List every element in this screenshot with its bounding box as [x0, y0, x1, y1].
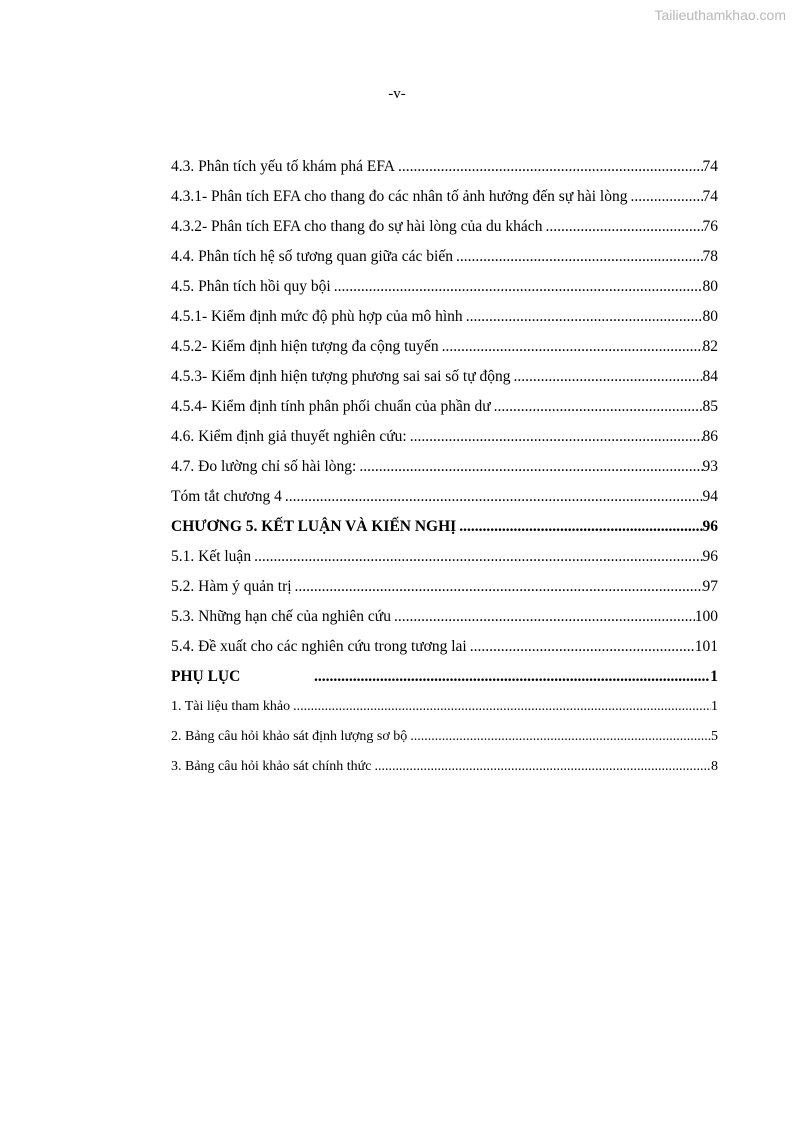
toc-entry-title: 4.5.1- Kiểm định mức độ phù hợp của mô hình [171, 308, 463, 325]
toc-entry-page: 96 [702, 548, 718, 565]
dot-leader [466, 302, 703, 332]
toc-entry-4-5-3[interactable] [171, 362, 718, 392]
dot-leader [374, 752, 711, 782]
toc-entry-title: 5.4. Đề xuất cho các nghiên cứu trong tương lai [171, 638, 467, 655]
toc-entry-page: 78 [702, 248, 718, 265]
dot-leader [494, 392, 703, 422]
toc-entry-page: 82 [702, 338, 718, 355]
toc-entry-4-3[interactable] [171, 152, 718, 182]
dot-leader [295, 572, 703, 602]
toc-entry-title: 5.2. Hàm ý quản trị [171, 578, 292, 595]
toc-entry-title: 4.7. Đo lường chỉ số hài lòng: [171, 458, 357, 475]
dot-leader [359, 452, 702, 482]
dot-leader [442, 332, 703, 362]
dot-leader [293, 692, 711, 722]
toc-entry-title: 4.3.1- Phân tích EFA cho thang đo các nhân tố ảnh hưởng đến sự hài lòng [171, 188, 628, 205]
toc-entry-page: 80 [702, 278, 718, 295]
toc-entry-page: 74 [702, 158, 718, 175]
toc-entry-title: 4.6. Kiểm định giả thuyết nghiên cứu: [171, 428, 407, 445]
toc-entry-title: 5.3. Những hạn chế của nghiên cứu [171, 608, 391, 625]
toc-entry-chapter-5[interactable] [171, 512, 718, 542]
toc-entry-page: 101 [694, 638, 718, 655]
toc-entry-title: 4.3.2- Phân tích EFA cho thang đo sự hài lòng của du khách [171, 218, 543, 235]
toc-entry-4-3-2[interactable] [171, 212, 718, 242]
dot-leader [334, 272, 703, 302]
toc-entry-references[interactable] [171, 692, 718, 722]
toc-entry-title: 4.5.3- Kiểm định hiện tượng phương sai sai số tự động [171, 368, 511, 385]
toc-entry-title: 4.5.2- Kiểm định hiện tượng đa cộng tuyến [171, 338, 439, 355]
dot-leader [410, 422, 703, 452]
toc-entry-page: 85 [702, 398, 718, 415]
toc-entry-page: 76 [702, 218, 718, 235]
table-of-contents [171, 152, 718, 782]
toc-entry-4-5[interactable] [171, 272, 718, 302]
toc-entry-title: 4.4. Phân tích hệ số tương quan giữa các biến [171, 248, 453, 265]
toc-entry-title: 5.1. Kết luận [171, 548, 252, 565]
toc-entry-4-5-4[interactable] [171, 392, 718, 422]
toc-entry-5-3[interactable] [171, 602, 718, 632]
toc-entry-chapter4-summary[interactable] [171, 482, 718, 512]
toc-entry-4-4[interactable] [171, 242, 718, 272]
toc-entry-page: 86 [702, 428, 718, 445]
watermark-text: Tailieuthamkhao.com [654, 7, 786, 23]
toc-entry-page: 80 [702, 308, 718, 325]
toc-entry-appendix[interactable] [171, 662, 718, 692]
dot-leader [470, 632, 695, 662]
toc-entry-page: 84 [702, 368, 718, 385]
toc-entry-page: 1 [710, 668, 718, 685]
toc-entry-preliminary-survey[interactable] [171, 722, 718, 752]
toc-entry-5-2[interactable] [171, 572, 718, 602]
toc-entry-title: 4.5. Phân tích hồi quy bội [171, 278, 331, 295]
toc-entry-page: 96 [702, 518, 718, 535]
toc-entry-5-4[interactable] [171, 632, 718, 662]
dot-leader [456, 242, 703, 272]
toc-entry-page: 74 [702, 188, 718, 205]
toc-entry-page: 1 [711, 699, 718, 714]
toc-entry-page: 93 [702, 458, 718, 475]
toc-entry-page: 5 [711, 729, 718, 744]
dot-leader [514, 362, 703, 392]
dot-leader [410, 722, 711, 752]
toc-entry-title: CHƯƠNG 5. KẾT LUẬN VÀ KIẾN NGHỊ [171, 518, 457, 535]
dot-leader [254, 542, 702, 572]
toc-entry-title: 1. Tài liệu tham khảo [171, 699, 291, 714]
toc-entry-4-5-1[interactable] [171, 302, 718, 332]
toc-entry-page: 100 [694, 608, 718, 625]
toc-entry-title: 4.5.4- Kiểm định tính phân phối chuẩn của phần dư [171, 398, 491, 415]
toc-entry-4-7[interactable] [171, 452, 718, 482]
toc-entry-title: 2. Bảng câu hỏi khảo sát định lượng sơ bộ [171, 729, 408, 744]
page-number: -v- [388, 86, 406, 102]
dot-leader [398, 152, 702, 182]
toc-entry-title: 3. Bảng câu hỏi khảo sát chính thức [171, 759, 372, 774]
toc-entry-5-1[interactable] [171, 542, 718, 572]
toc-entry-page: 94 [702, 488, 718, 505]
toc-entry-title: PHỤ LỤC [171, 668, 241, 685]
toc-entry-page: 8 [711, 759, 718, 774]
dot-leader [285, 482, 703, 512]
dot-leader [394, 602, 695, 632]
dot-leader [630, 182, 702, 212]
toc-entry-4-3-1[interactable] [171, 182, 718, 212]
dot-leader [459, 512, 702, 542]
toc-entry-title: Tóm tắt chương 4 [171, 488, 282, 505]
dot-leader [314, 662, 710, 692]
toc-entry-4-6[interactable] [171, 422, 718, 452]
toc-entry-page: 97 [702, 578, 718, 595]
toc-entry-official-survey[interactable] [171, 752, 718, 782]
toc-entry-title: 4.3. Phân tích yếu tố khám phá EFA [171, 158, 396, 175]
dot-leader [545, 212, 702, 242]
toc-entry-4-5-2[interactable] [171, 332, 718, 362]
